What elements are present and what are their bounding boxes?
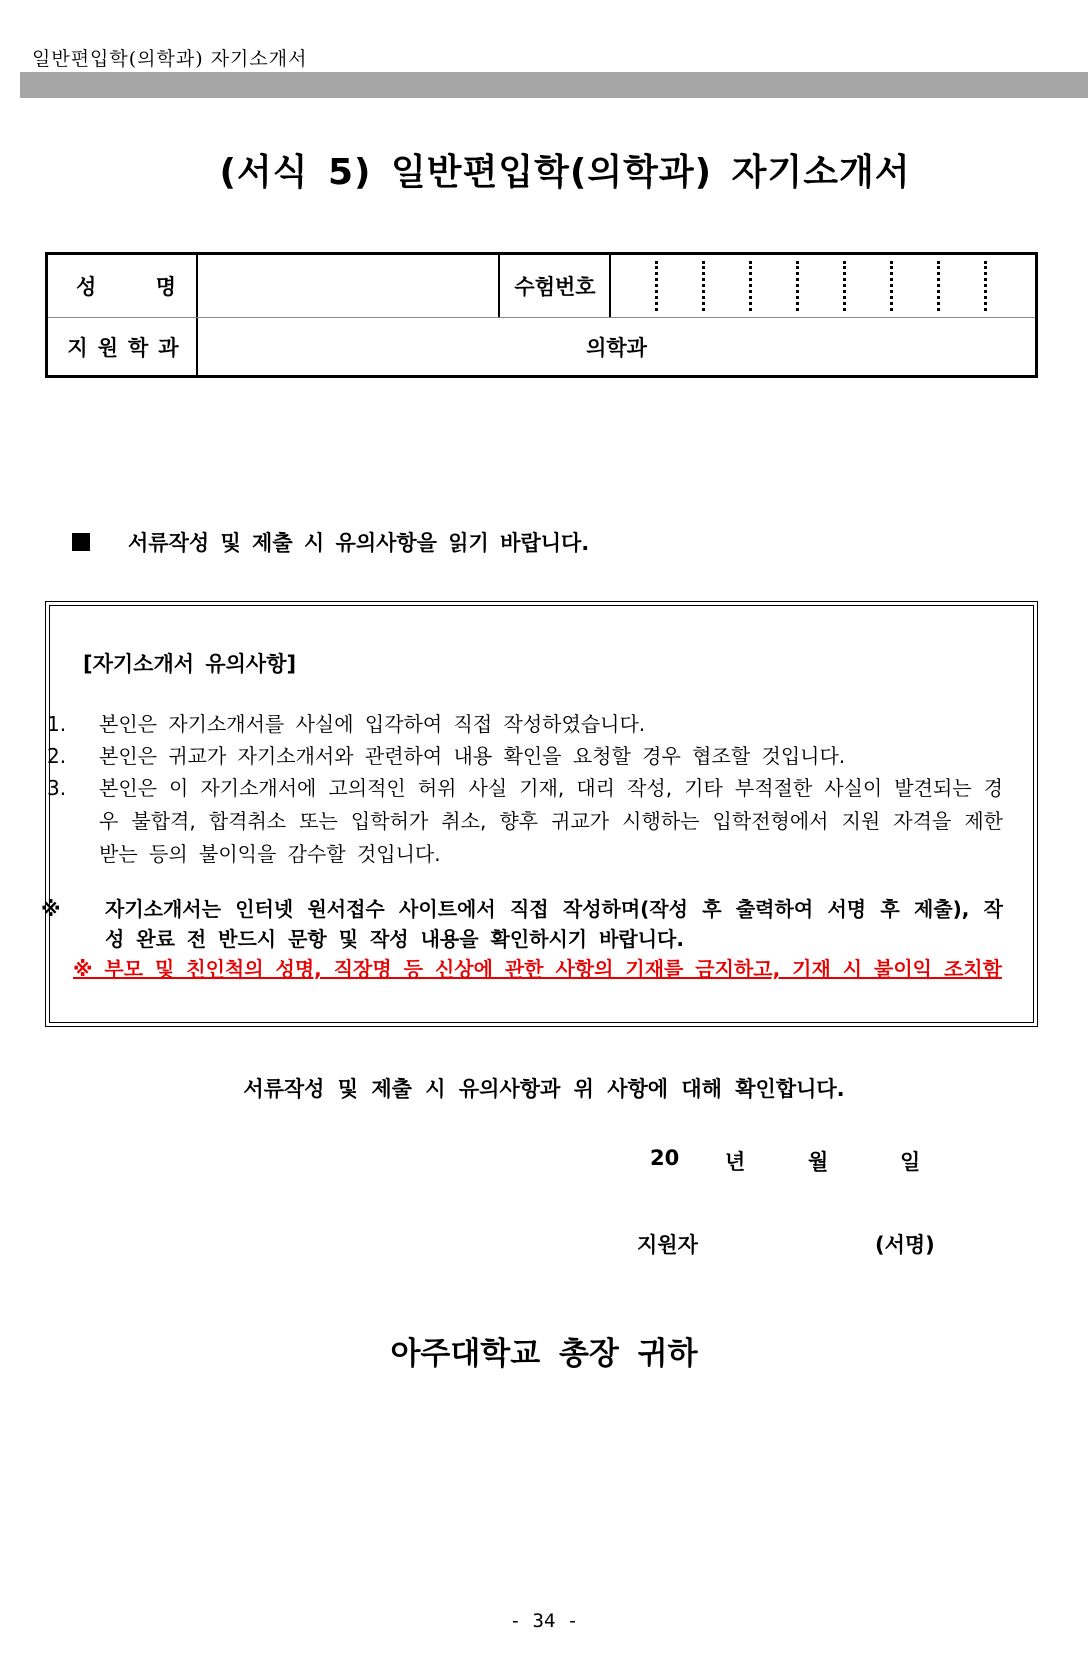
exam-digit-separator bbox=[702, 261, 705, 311]
exam-digit-separator bbox=[749, 261, 752, 311]
notice-heading-text: 서류작성 및 제출 시 유의사항을 읽기 바랍니다. bbox=[128, 531, 590, 555]
exam-digit-separator bbox=[937, 261, 940, 311]
signature-placeholder: (서명) bbox=[875, 1233, 935, 1257]
exam-digit-separator bbox=[796, 261, 799, 311]
department-value: 의학과 bbox=[586, 335, 647, 360]
name-field[interactable] bbox=[198, 255, 498, 317]
caution-note-line bbox=[41, 894, 1003, 924]
caution-item-line: 받는 등의 불이익을 감수할 것입니다. bbox=[99, 842, 441, 866]
header-bar bbox=[20, 72, 1088, 98]
applicant-label: 지원자 bbox=[637, 1233, 698, 1257]
exam-digit-separator bbox=[655, 261, 658, 311]
addressee: 아주대학교 총장 귀하 bbox=[390, 1336, 698, 1372]
name-label bbox=[48, 255, 198, 317]
caution-item-line: 우 불합격, 합격취소 또는 입학허가 취소, 향후 귀교가 시행하는 입학전형에서 지원 자격을 제한 bbox=[99, 809, 1003, 833]
caution-item-line: 본인은 이 자기소개서에 고의적인 허위 사실 기재, 대리 작성, 기타 부적절한 사실이 발견되는 경 bbox=[99, 776, 1003, 800]
exam-digit-separator bbox=[984, 261, 987, 311]
running-header: 일반편입학(의학과) 자기소개서 bbox=[32, 48, 308, 70]
date-day-label: 일 bbox=[900, 1150, 921, 1174]
caution-item-line: 본인은 귀교가 자기소개서와 관련하여 내용 확인을 요청할 경우 협조할 것입니다. bbox=[99, 744, 846, 768]
department-label: 지원학과 bbox=[67, 335, 189, 360]
applicant-info-table bbox=[45, 252, 1038, 378]
caution-item-text bbox=[47, 772, 1003, 805]
exam-digit-separator bbox=[843, 261, 846, 311]
caution-box-inner bbox=[41, 605, 1034, 1023]
caution-note-text: 자기소개서는 인터넷 원서접수 사이트에서 직접 작성하며(작성 후 출력하여 서명 후 제출), 작 bbox=[105, 897, 1003, 921]
reference-mark-icon: ※ bbox=[41, 897, 61, 921]
exam-number-field[interactable] bbox=[611, 255, 1035, 317]
caution-item-text bbox=[47, 708, 1003, 741]
date-year-prefix: 20 bbox=[650, 1146, 680, 1170]
caution-item-3 bbox=[47, 772, 1003, 871]
page-title: (서식 5) 일반편입학(의학과) 자기소개서 bbox=[219, 152, 911, 193]
caution-title: [자기소개서 유의사항] bbox=[83, 652, 297, 676]
name-label-part: 성 bbox=[76, 275, 97, 299]
notice-heading bbox=[72, 527, 589, 557]
caution-item-number: 1. bbox=[47, 712, 67, 736]
square-bullet-icon bbox=[72, 533, 90, 551]
date-year-label: 년 bbox=[725, 1150, 746, 1174]
caution-warning: ※ 부모 및 친인척의 성명, 직장명 등 신상에 관한 사항의 기재를 금지하고, 기재 시 불이익 조치함 bbox=[73, 957, 1002, 981]
page-number: - 34 - bbox=[509, 1610, 579, 1632]
name-label-part: 명 bbox=[155, 275, 176, 299]
exam-number-label: 수험번호 bbox=[514, 275, 596, 299]
confirmation-statement: 서류작성 및 제출 시 유의사항과 위 사항에 대해 확인합니다. bbox=[243, 1077, 845, 1101]
caution-item-number: 3. bbox=[47, 776, 67, 800]
caution-note-1 bbox=[41, 894, 1003, 954]
caution-item-line: 본인은 자기소개서를 사실에 입각하여 직접 작성하였습니다. bbox=[99, 712, 646, 736]
caution-item-1 bbox=[47, 708, 1003, 741]
caution-box bbox=[41, 601, 1038, 1027]
exam-digit-separator bbox=[890, 261, 893, 311]
date-month-label: 월 bbox=[808, 1150, 829, 1174]
caution-item-number: 2. bbox=[47, 744, 67, 768]
caution-item-2 bbox=[47, 740, 1003, 773]
caution-item-text bbox=[47, 740, 1003, 773]
caution-note-line: 성 완료 전 반드시 문항 및 작성 내용을 확인하시기 바랍니다. bbox=[105, 927, 684, 951]
